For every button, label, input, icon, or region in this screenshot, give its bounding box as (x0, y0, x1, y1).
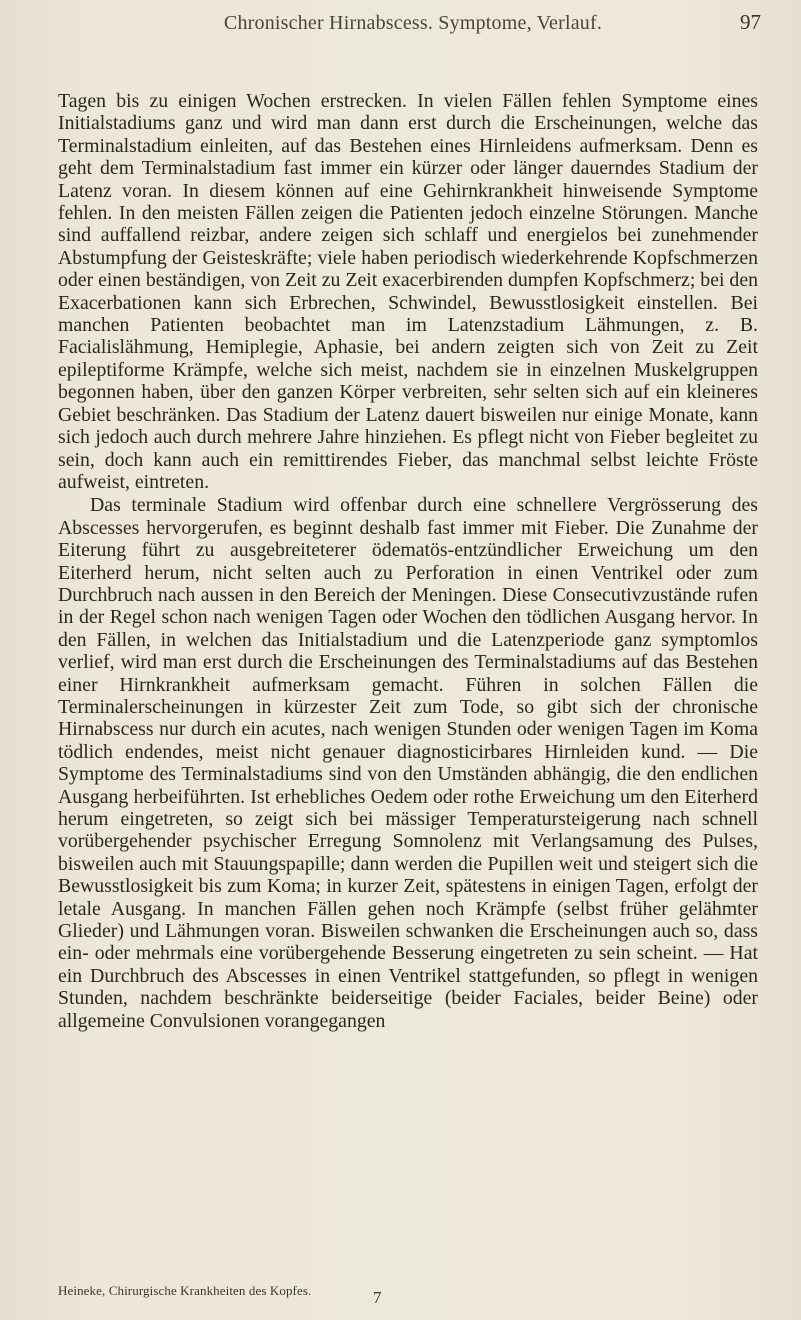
running-head (86, 10, 761, 46)
page-footer (58, 1282, 758, 1307)
running-title: Chronischer Hirnabscess. Symptome, Verlauf. (223, 12, 603, 34)
footer-note: Heineke, Chirurgische Krankheiten des Kopfes. (58, 1283, 312, 1298)
body-text (58, 90, 758, 1032)
paragraph-terminal-stage: Das terminale Stadium wird offenbar durch eine schnellere Vergrösserung des Abscesses hervorgerufen, es beginnt deshalb fast immer mit Fieber. Die Zunahme der Eiterung führt zu ausgebreiteterer ödematös-entzündlicher Erweichung um den Eiterherd herum, nicht selten auch zu Perforation in einen Ventrikel oder zum Durchbruch nach aussen in den Bereich der Meningen. Diese Consecutivzustände rufen in der Regel schon nach wenigen Tagen oder Wochen den tödlichen Ausgang hervor. In den Fällen, in welchen das Initialstadium und die Latenzperiode ganz symptomlos verlief, wird man erst durch die Erscheinungen des Terminalstadiums auf das Bestehen einer Hirnkrankheit aufmerksam gemacht. Führen in solchen Fällen die Terminalerscheinungen in kürzester Zeit zum Tode, so gibt sich der chronische Hirnabscess nur durch ein acutes, nach wenigen Stunden oder wenigen Tagen im Koma tödlich endendes, meist nicht genauer diagnosticirbares Hirnleiden kund. — Die Symptome des Terminalstadiums sind von den Umständen abhängig, die den endlichen Ausgang herbeiführten. Ist erhebliches Oedem oder rothe Erweichung um den Eiterherd herum eingetreten, so zeigt sich bei mässiger Temperatursteigerung nach schnell vorübergehender psychischer Erregung Somnolenz mit Verlangsamung des Pulses, bisweilen auch mit Stauungspapille; dann werden die Pupillen weit und steigert sich die Bewusstlosigkeit bis zum Koma; in kurzer Zeit, spätestens in einigen Tagen, erfolgt der letale Ausgang. In manchen Fällen gehen noch Krämpfe (selbst früher gelähmter Glieder) und Lähmungen voran. Bisweilen schwanken die Erscheinungen auch so, dass ein- oder mehrmals eine vorübergehende Besserung eingetreten zu sein scheint. — Hat ein Durchbruch des Abscesses in einen Ventrikel stattgefunden, so pflegt in wenigen Stunden, nachdem beschränkte beiderseitige (beider Faciales, beider Beine) oder allgemeine Convulsionen vorangegangen (58, 494, 758, 1032)
signature-mark: 7 (373, 1288, 382, 1307)
page-number: 97 (740, 10, 761, 34)
paragraph-latency-stage: Tagen bis zu einigen Wochen erstrecken. In vielen Fällen fehlen Symptome eines Initialstadiums ganz und wird man dann erst durch die Erscheinungen, welche das Terminalstadium einleiten, auf das Bestehen eines Hirnleidens aufmerksam. Denn es geht dem Terminalstadium fast immer ein kürzer oder länger dauerndes Stadium der Latenz voran. In diesem können auf eine Gehirnkrankheit hinweisende Symptome fehlen. In den meisten Fällen zeigen die Patienten jedoch einzelne Störungen. Manche sind auffallend reizbar, andere zeigen sich schlaff und energielos bei zunehmender Abstumpfung der Geisteskräfte; viele haben periodisch wiederkehrende Kopfschmerzen oder einen beständigen, von Zeit zu Zeit exacerbirenden dumpfen Kopfschmerz; bei den Exacerbationen kann sich Erbrechen, Schwindel, Bewusstlosigkeit einstellen. Bei manchen Patienten beobachtet man im Latenzstadium Lähmungen, z. B. Facialislähmung, Hemiplegie, Aphasie, bei andern zeigten sich von Zeit zu Zeit epileptiforme Krämpfe, welche sich meist, nachdem sie in einzelnen Muskelgruppen begonnen haben, über den ganzen Körper verbreiten, sehr selten sich auf ein kleineres Gebiet beschränken. Das Stadium der Latenz dauert bisweilen nur einige Monate, kann sich jedoch auch durch mehrere Jahre hinziehen. Es pflegt nicht von Fieber begleitet zu sein, doch kann auch ein remittirendes Fieber, das manchmal selbst leichte Fröste aufweist, eintreten. (58, 90, 758, 493)
